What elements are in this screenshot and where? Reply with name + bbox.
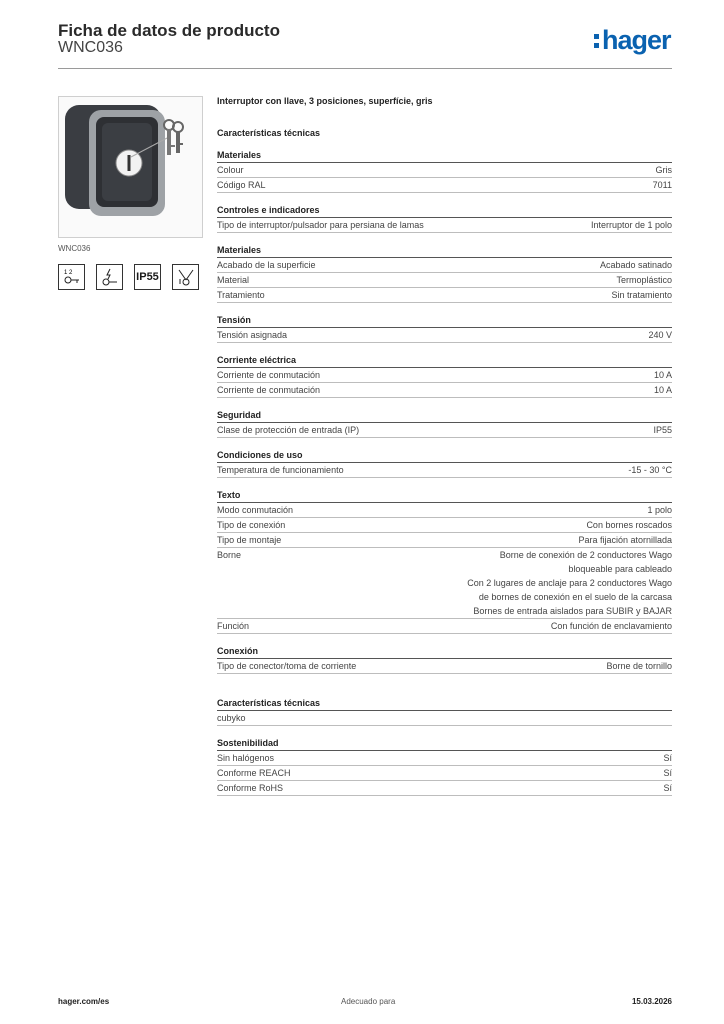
spec-value-line: Bornes de entrada aislados para SUBIR y BAJAR [473, 606, 672, 616]
spec-row [217, 533, 672, 548]
spec-value-line: Para fijación atornillada [578, 535, 672, 545]
spec-value-line: IP55 [653, 425, 672, 435]
spec-label: Temperatura de funcionamiento [217, 465, 344, 475]
spec-value [356, 659, 672, 673]
spec-label: Tratamiento [217, 290, 265, 300]
section-heading: Características técnicas [217, 128, 321, 138]
footer-date: 15.03.2026 [631, 997, 672, 1006]
spec-group-title: Texto [217, 488, 672, 503]
spec-label: Conforme RoHS [217, 783, 284, 793]
spec-label: Tipo de conector/toma de corriente [217, 661, 357, 671]
image-caption: WNC036 [58, 244, 91, 253]
spec-row [217, 288, 672, 303]
spec-row [217, 659, 672, 674]
spec-label: Tensión asignada [217, 330, 288, 340]
spec-row [217, 258, 672, 273]
spec-value-line: Con función de enclavamiento [550, 621, 672, 631]
spec-row [217, 518, 672, 533]
spec-label: Acabado de la superficie [217, 260, 316, 270]
spec-label: Material [217, 275, 250, 285]
spec-value [424, 218, 672, 232]
spec-groups [217, 148, 672, 796]
spec-group-title: Materiales [217, 243, 672, 258]
spec-value-line: -15 - 30 °C [628, 465, 672, 475]
spec-row [217, 463, 672, 478]
spec-group-title: Tensión [217, 313, 672, 328]
spec-panel [217, 92, 672, 796]
spec-row [217, 383, 672, 398]
spec-group-title: Características técnicas [217, 696, 672, 711]
spec-row [217, 619, 672, 634]
document-title: Ficha de datos de producto [58, 21, 280, 40]
spec-value [241, 548, 672, 618]
spec-value-line: de bornes de conexión en el suelo de la carcasa [478, 592, 672, 602]
spec-label: cubyko [217, 713, 246, 723]
footer-note: Adecuado para [341, 997, 396, 1006]
spec-row [217, 711, 672, 726]
spec-value-line: Sí [663, 768, 672, 778]
spec-row [217, 548, 672, 619]
spec-row [217, 273, 672, 288]
spec-value-line: Sí [663, 753, 672, 763]
key-switch-product-icon [59, 97, 202, 237]
spec-value-line: Con 2 lugares de anclaje para 2 conductores Wago [467, 578, 672, 588]
spec-row [217, 368, 672, 383]
svg-text:1 2: 1 2 [63, 270, 72, 276]
spec-label: Tipo de conexión [217, 520, 286, 530]
product-image [58, 96, 203, 238]
spec-value [274, 751, 672, 765]
spec-group-title: Seguridad [217, 408, 672, 423]
spec-value-line: Acabado satinado [599, 260, 672, 270]
spec-value-line: Con bornes roscados [586, 520, 672, 530]
spec-label: Código RAL [217, 180, 266, 190]
spec-label: Borne [217, 550, 242, 560]
spec-label: Colour [217, 165, 244, 175]
spec-label: Tipo de interruptor/pulsador para persiana de lamas [217, 220, 424, 230]
spec-value [287, 328, 672, 342]
spec-label: Función [217, 621, 250, 631]
product-title: Interruptor con llave, 3 posiciones, superfície, gris [217, 96, 433, 106]
spec-value [320, 383, 672, 397]
spec-value [266, 178, 672, 192]
spec-row [217, 503, 672, 518]
spec-label: Corriente de conmutación [217, 370, 321, 380]
spec-value [244, 163, 672, 177]
header-divider [58, 68, 672, 69]
spec-group-title: Conexión [217, 644, 672, 659]
spec-value [291, 766, 672, 780]
symbol-badges [58, 264, 199, 290]
key-lightning-symbol-icon [96, 264, 123, 290]
spec-value [246, 711, 672, 725]
key-switch-symbol-icon [58, 264, 85, 290]
spec-group-title: Corriente eléctrica [217, 353, 672, 368]
spec-value [285, 518, 672, 532]
product-code: WNC036 [58, 39, 123, 56]
logo-colon-icon [594, 26, 600, 54]
spec-value-line: Sí [663, 783, 672, 793]
spec-value-line: Sin tratamiento [611, 290, 672, 300]
spec-value-line: bloqueable para cableado [568, 564, 672, 574]
spec-group-title: Controles e indicadores [217, 203, 672, 218]
screw-terminal-symbol-icon [172, 264, 199, 290]
spec-row [217, 751, 672, 766]
spec-value-line: Termoplástico [616, 275, 672, 285]
spec-value [249, 619, 672, 633]
spec-label: Clase de protección de entrada (IP) [217, 425, 360, 435]
spec-label: Corriente de conmutación [217, 385, 321, 395]
spec-group-title: Condiciones de uso [217, 448, 672, 463]
spec-value [293, 503, 672, 517]
spec-value-line: 240 V [648, 330, 672, 340]
spec-value [283, 781, 672, 795]
spec-row [217, 218, 672, 233]
spec-value-line: 1 polo [647, 505, 672, 515]
spec-value [316, 258, 672, 272]
spec-row [217, 781, 672, 796]
spec-label: Modo conmutación [217, 505, 294, 515]
spec-value [359, 423, 672, 437]
spec-row [217, 423, 672, 438]
logo-text: hager [602, 25, 671, 55]
spec-label: Sin halógenos [217, 753, 275, 763]
spec-value-line: Gris [655, 165, 672, 175]
spec-value [320, 368, 672, 382]
spec-value-line: 10 A [653, 370, 672, 380]
spec-value-line: Borne de tornillo [606, 661, 672, 671]
footer-site: hager.com/es [58, 997, 110, 1006]
spec-value [281, 533, 672, 547]
spec-group-title: Materiales [217, 148, 672, 163]
spec-label: Tipo de montaje [217, 535, 282, 545]
spec-value [344, 463, 672, 477]
spec-label: Conforme REACH [217, 768, 291, 778]
spec-value [265, 288, 672, 302]
spec-value [249, 273, 672, 287]
ip55-badge: IP55 [134, 264, 161, 290]
spec-value-line: Borne de conexión de 2 conductores Wago [499, 550, 672, 560]
spec-row [217, 163, 672, 178]
spec-row [217, 328, 672, 343]
spec-value-line: Interruptor de 1 polo [590, 220, 672, 230]
spec-group-title: Sostenibilidad [217, 736, 672, 751]
hager-logo [594, 26, 671, 54]
spec-value-line: 7011 [652, 180, 672, 190]
spec-row [217, 178, 672, 193]
spec-row [217, 766, 672, 781]
spec-value-line: 10 A [653, 385, 672, 395]
